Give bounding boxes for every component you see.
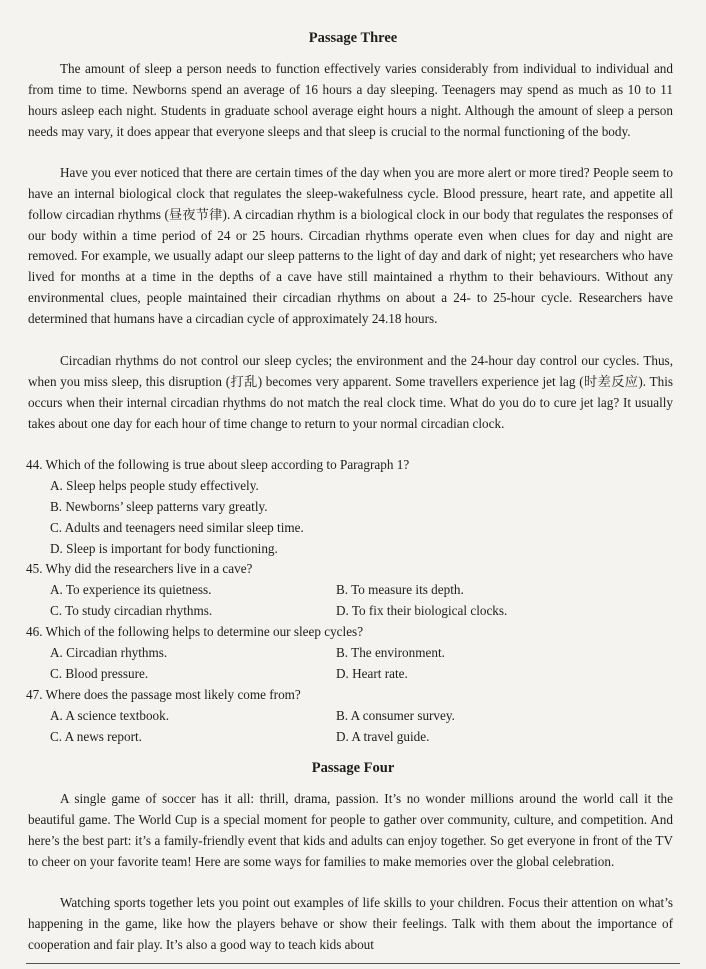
option[interactable]: A. Circadian rhythms. <box>50 645 168 660</box>
passage-four-paragraph-1: A single game of soccer has it all: thrill, drama, passion. It’s no wonder millions around the world call it the beautiful game. The World Cup is a special moment for people to gather over community, culture, and competition. And here’s the best part: it’s a family-friendly event that kids and adults can enjoy together. So get everyone in front of the TV to cheer on your favorite team! Here are some ways for families to make memories over the global celebration. <box>28 791 673 869</box>
option[interactable]: A. A science textbook. <box>50 708 170 723</box>
option[interactable]: C. To study circadian rhythms. <box>50 602 213 618</box>
passage-three-paragraph-3: Circadian rhythms do not control our sleep cycles; the environment and the 24-hour day control our cycles. Thus, when you miss sleep, this disruption (打乱) becomes very apparent. Some travellers experience jet lag (时差反应). This occurs when their internal circadian rhythms do not match the real clock time. What do you do to cure jet lag? It usually takes about one day for each hour of time change to return to your normal circadian clock. <box>28 353 673 431</box>
option[interactable]: A. Sleep helps people study effectively. <box>50 478 259 493</box>
option[interactable]: D. To fix their biological clocks. <box>336 602 508 618</box>
question-44: 44. Which of the following is true about sleep according to Paragraph 1? <box>26 457 410 472</box>
option[interactable]: C. A news report. <box>50 728 142 744</box>
question-45-options <box>50 580 650 622</box>
question-47-options <box>50 706 650 748</box>
option[interactable]: D. Heart rate. <box>336 665 408 681</box>
option[interactable]: A. To experience its quietness. <box>50 582 212 597</box>
question-47: 47. Where does the passage most likely come from? <box>26 687 301 702</box>
question-44-options <box>50 476 650 559</box>
option[interactable]: B. A consumer survey. <box>336 708 455 723</box>
bottom-divider <box>26 963 680 965</box>
passage-three-title: Passage Three <box>308 30 398 46</box>
passage-three-paragraph-2: Have you ever noticed that there are certain times of the day when you are more alert or more tired? People seem to have an internal biological clock that regulates the sleep-wakefulness cycle. Blood pressure, heart rate, and appetite all follow circadian rhythms (昼夜节律). A circadian rhythm is a biological clock in our body that regulates the responses of our body within a time period of 24 or 25 hours. Circadian rhythms operate even when clues for day and night are removed. For example, we usually adapt our sleep patterns to the light of day and dark of night; yet researchers who have lived for months at a time in the depths of a cave have still maintained a rhythm to their behaviours. Without any environmental clues, people maintained their circadian rhythms on about a 24- to 25-hour cycle. Researchers have determined that humans have a circadian cycle of approximately 24.18 hours. <box>28 165 673 326</box>
option[interactable]: B. To measure its depth. <box>336 582 464 597</box>
question-46-options <box>50 643 650 685</box>
option[interactable]: C. Blood pressure. <box>50 665 149 681</box>
option[interactable]: D. Sleep is important for body functioning. <box>50 540 278 556</box>
question-46: 46. Which of the following helps to determine our sleep cycles? <box>26 624 364 639</box>
option[interactable]: D. A travel guide. <box>336 728 430 744</box>
option[interactable]: C. Adults and teenagers need similar sleep time. <box>50 519 304 535</box>
option[interactable]: B. Newborns’ sleep patterns vary greatly. <box>50 498 268 514</box>
passage-three-paragraph-1: The amount of sleep a person needs to function effectively varies considerably from individual to individual and from time to time. Newborns spend an average of 16 hours a day sleeping. Teenagers may spend as much as 10 to 11 hours asleep each night. Students in graduate school average eight hours a night. Although the amount of sleep a person needs may vary, it does appear that everyone sleeps and that sleep is crucial to the normal functioning of the body. <box>28 61 673 139</box>
passage-four-paragraph-2: Watching sports together lets you point out examples of life skills to your children. Focus their attention on what’s happening in the game, like how the players behave or show their feelings. Talk with them about the importance of cooperation and fair play. It’s also a good way to teach kids about <box>28 895 673 952</box>
passage-four-title: Passage Four <box>311 760 395 776</box>
question-45: 45. Why did the researchers live in a cave? <box>26 561 253 576</box>
option[interactable]: B. The environment. <box>336 645 445 660</box>
